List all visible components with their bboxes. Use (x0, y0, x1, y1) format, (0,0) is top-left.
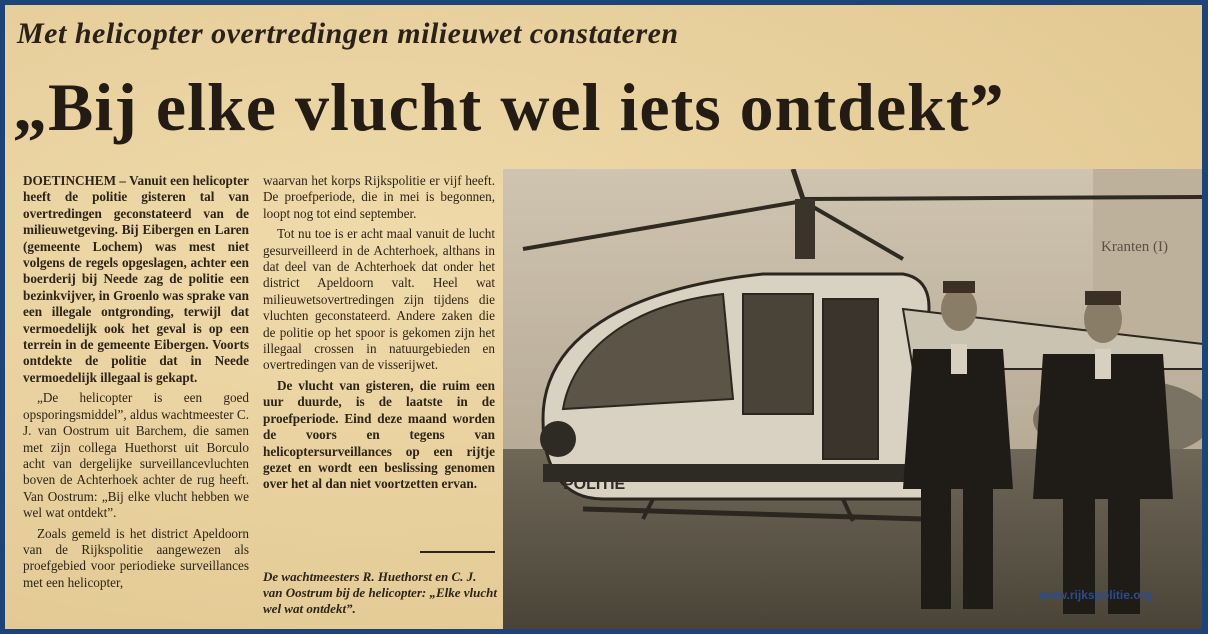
source-watermark[interactable]: www.rijkspolitie.org (1039, 588, 1153, 602)
article-paragraph: De vlucht van gisteren, die ruim een uur duurde, is de laatste in de proefperiode. Eind deze maand worden de voors en tegens van helicoptersurveillances op een rijtje gezet en wordt een beslissing genomen over het al dan niet voortzetten ervan. (263, 377, 495, 492)
background-text: Kranten (I) (1101, 239, 1169, 255)
helicopter-photo (503, 169, 1202, 629)
article-paragraph: Zoals gemeld is het district Apeldoorn van de Rijkspolitie aangewezen als proefgebied voor periodieke surveillances met een helicopter, (23, 525, 249, 590)
article-paragraph: Tot nu toe is er acht maal vanuit de lucht gesurveilleerd in de Achterhoek, althans in dat deel van de Achterhoek dat onder het district Apeldoorn valt. Heel wat milieuwetsovertredingen zijn tijdens die vluchten geconstateerd. Andere zaken die de politie op het spoor is gekomen zijn het illegaal crossen in natuurgebieden en overtredingen van de visserijwet. (263, 226, 495, 373)
article-column-2 (263, 173, 495, 497)
article-lead: DOETINCHEM – Vanuit een helicopter heeft de politie gisteren tal van overtredingen geconstateerd van de milieuwetgeving. Bij Eibergen en Laren (gemeente Lochem) was mest niet volgens de regels opgeslagen, achter een boerderij bij Neede zag de politie een bezinkvijver, in Groenlo was sprake van een illegale ontgronding, terwijl dat vermoedelijk ook het geval is op een terrein in de gemeente Eibergen. Voorts ontdekte de politie dat in Neede vermoedelijk illegaal is gekapt. (23, 173, 249, 385)
caption-divider (420, 551, 495, 553)
article-paragraph: „De helicopter is een goed opsporingsmiddel”, aldus wachtmeester C. J. van Oostrum uit Barchem, die samen met zijn collega Huethorst uit Borculo acht van dergelijke surveillancevluchten boven de Achterhoek achter de rug heeft. Van Oostrum: „Bij elke vlucht hebben we wel wat ontdekt”. (23, 390, 249, 521)
helicopter-marking: POLITIE (563, 476, 626, 493)
rotor-blade (803, 197, 1202, 199)
photo-illustration (503, 169, 1202, 629)
article-column-1 (23, 173, 249, 595)
article-paragraph: waarvan het korps Rijkspolitie er vijf heeft. De proefperiode, die in mei is begonnen, loopt nog tot eind september. (263, 173, 495, 221)
newspaper-clipping (5, 5, 1202, 629)
kicker-title: Met helicopter overtredingen milieuwet constateren (17, 17, 679, 50)
headline: „Bij elke vlucht wel iets ontdekt” (13, 69, 1005, 145)
photo-caption: De wachtmeesters R. Huethorst en C. J. van Oostrum bij de helicopter: „Elke vlucht wel wat ontdekt”. (263, 569, 497, 616)
